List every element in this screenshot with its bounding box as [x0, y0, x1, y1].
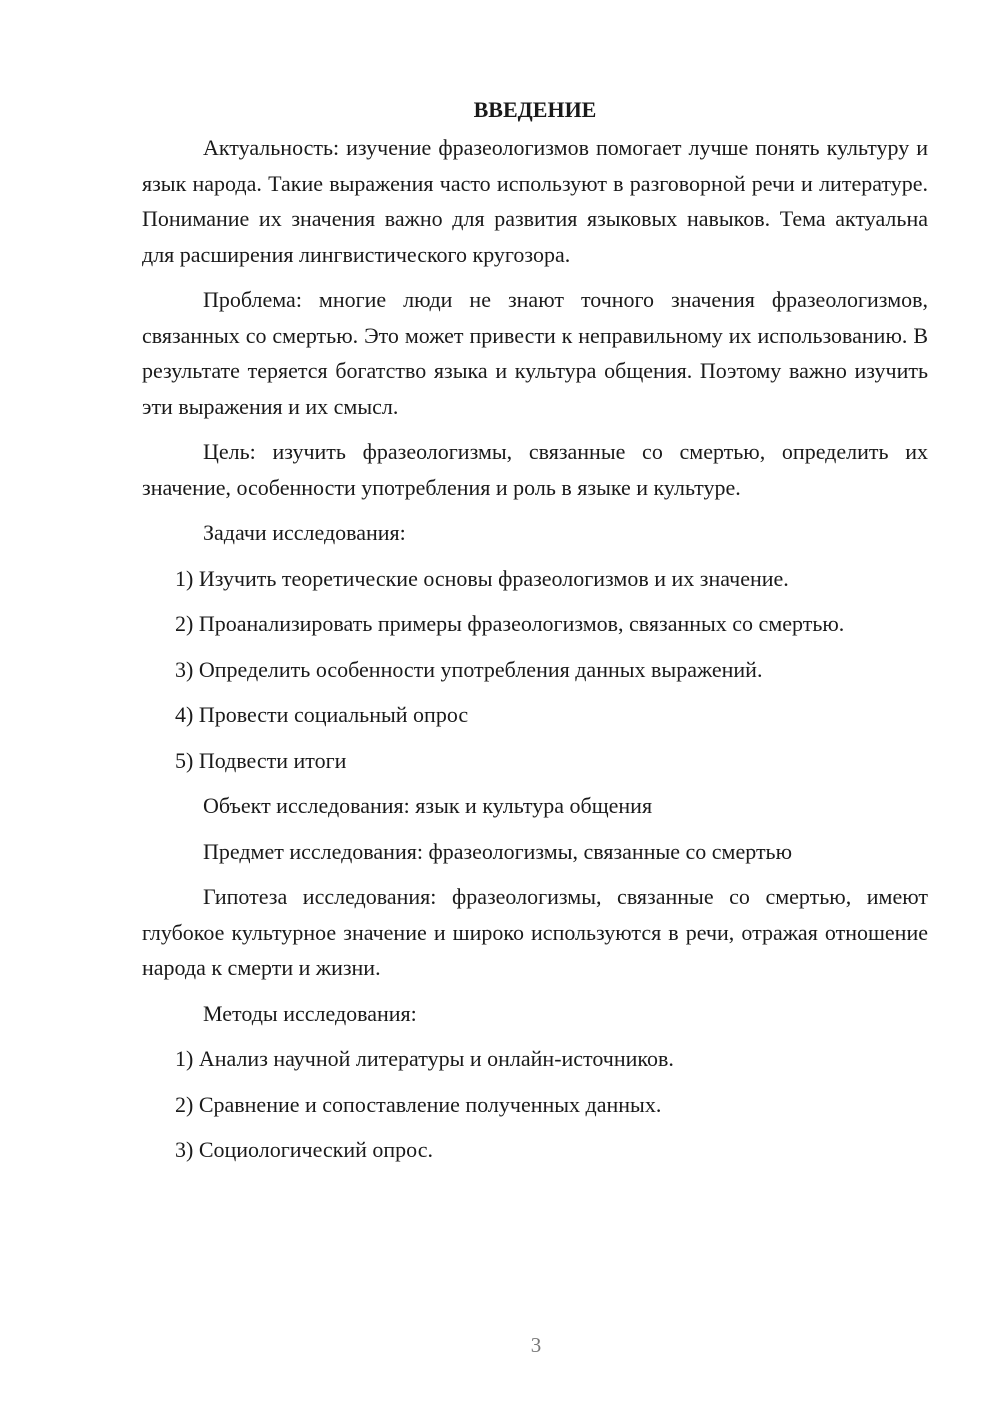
task-item: 5) Подвести итоги	[175, 747, 347, 773]
tasks-heading: Задачи исследования:	[203, 520, 406, 545]
page-number: 3	[530, 1333, 542, 1357]
object-paragraph: Объект исследования: язык и культура общения	[203, 793, 653, 818]
subject-paragraph: Предмет исследования: фразеологизмы, связанные со смертью	[203, 838, 793, 864]
task-item: 3) Определить особенности употребления данных выражений.	[175, 656, 763, 682]
document-page	[142, 92, 928, 1178]
task-item: 1) Изучить теоретические основы фразеологизмов и их значение.	[175, 565, 789, 591]
task-item: 4) Провести социальный опрос	[175, 702, 469, 727]
section-title: ВВЕДЕНИЕ	[473, 97, 597, 122]
hypothesis-paragraph: Гипотеза исследования: фразеологизмы, связанные со смертью, имеют глубокое культурное значение и широко используются в речи, отражая отношение народа к смерти и жизни.	[142, 884, 928, 980]
goal-paragraph: Цель: изучить фразеологизмы, связанные со смертью, определить их значение, особенности употребления и роль в языке и культуре.	[142, 439, 928, 500]
method-item: 1) Анализ научной литературы и онлайн-источников.	[175, 1046, 674, 1071]
actuality-paragraph: Актуальность: изучение фразеологизмов помогает лучше понять культуру и язык народа. Такие выражения часто используют в разговорной речи и литературе. Понимание их значения важно для развития языковых навыков. Тема актуальна для расширения лингвистического кругозора.	[142, 135, 928, 267]
method-item: 3) Социологический опрос.	[175, 1137, 433, 1162]
task-item: 2) Проанализировать примеры фразеологизмов, связанных со смертью.	[175, 611, 845, 636]
problem-paragraph: Проблема: многие люди не знают точного значения фразеологизмов, связанных со смертью. Это может привести к неправильному их использованию. В результате теряется богатство языка и культура общения. Поэтому важно изучить эти выражения и их смысл.	[142, 287, 928, 419]
method-item: 2) Сравнение и сопоставление полученных данных.	[175, 1091, 662, 1117]
methods-heading: Методы исследования:	[203, 1000, 417, 1026]
